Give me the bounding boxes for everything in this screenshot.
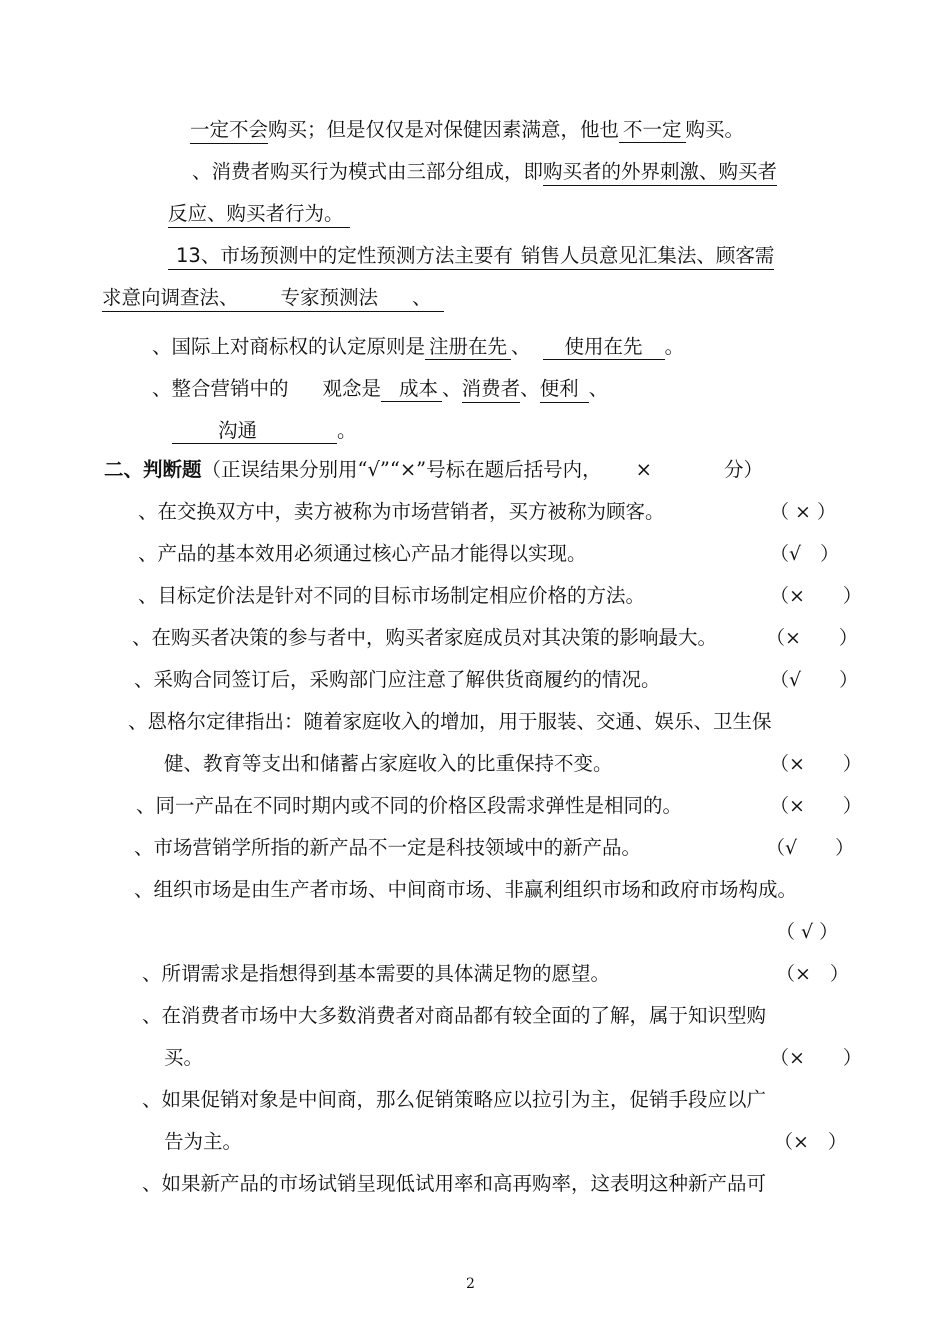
blank-line-4 — [168, 242, 774, 270]
section-title: 二、判断题 — [104, 458, 202, 481]
judgment-answer-11: （× ） — [770, 1047, 862, 1069]
blank-answer: 便利 — [540, 377, 589, 403]
judgment-item-12: 、如果促销对象是中间商，那么促销策略应以拉引为主，促销手段应以广 — [142, 1088, 767, 1111]
blank-answer: 不一定 — [619, 118, 686, 143]
judgment-item-6-cont: 健、教育等支出和储蓄占家庭收入的比重保持不变。 — [164, 752, 613, 775]
judgment-answer-3: （× ） — [770, 585, 862, 607]
judgment-item-11: 、在消费者市场中大多数消费者对商品都有较全面的了解，属于知识型购 — [142, 1004, 767, 1027]
judgment-answer-10: （× ） — [776, 963, 849, 985]
judgment-answer-4: （× ） — [766, 627, 858, 649]
judgment-item-7: 、同一产品在不同时期内或不同的价格区段需求弹性是相同的。 — [136, 794, 683, 817]
judgment-item-12-cont: 告为主。 — [164, 1130, 243, 1153]
section-heading: 二、判断题（正误结果分别用“√”“×”号标在题后括号内， × 分） — [104, 458, 764, 481]
judgment-answer-9: （ √ ） — [776, 921, 839, 943]
blank-answer: 沟通 — [172, 419, 337, 444]
judgment-item-4: 、在购买者决策的参与者中，购买者家庭成员对其决策的影响最大。 — [132, 626, 718, 649]
judgment-answer-6: （× ） — [770, 753, 862, 775]
judgment-item-13: 、如果新产品的市场试销呈现低试用率和高再购率，这表明这种新产品可 — [142, 1172, 767, 1195]
blank-answer: 消费者 — [462, 377, 521, 403]
blank-answer: 购买者的外界刺激、购买者 — [543, 160, 777, 186]
blank-answer: 注册在先 — [425, 335, 511, 360]
blank-line-1: 一定不会购买；但是仅仅是对保健因素满意，他也 不一定 购买。 — [190, 116, 744, 144]
blank-answer: 反应、购买者行为。 — [168, 202, 350, 228]
judgment-item-11-cont: 买。 — [164, 1046, 204, 1069]
blank-line-5 — [102, 284, 444, 312]
judgment-item-2: 、产品的基本效用必须通过核心产品才能得以实现。 — [138, 542, 587, 565]
section-instruction: （正误结果分别用“√”“×”号标在题后括号内， — [201, 458, 602, 481]
judgment-item-8: 、市场营销学所指的新产品不一定是科技领域中的新产品。 — [134, 836, 642, 859]
judgment-item-10: 、所谓需求是指想得到基本需要的具体满足物的愿望。 — [142, 962, 611, 985]
judgment-answer-5: （√ ） — [770, 669, 859, 691]
blank-line-6: 、国际上对商标权的认定原则是 注册在先 、 使用在先 。 — [152, 335, 685, 358]
judgment-answer-1: （ × ） — [770, 501, 836, 523]
judgment-item-9: 、组织市场是由生产者市场、中间商市场、非赢利组织市场和政府市场构成。 — [134, 878, 798, 901]
page-number: 2 — [466, 1276, 475, 1292]
judgment-item-6: 、恩格尔定律指出：随着家庭收入的增加，用于服装、交通、娱乐、卫生保 — [128, 710, 772, 733]
blank-line-3 — [168, 200, 350, 228]
blank-answer: 一定不会 — [190, 118, 268, 144]
judgment-item-5: 、采购合同签订后，采购部门应注意了解供货商履约的情况。 — [134, 668, 661, 691]
blank-line-8: 沟通 。 — [172, 417, 357, 445]
blank-answer: 成本 — [381, 377, 442, 402]
judgment-item-3: 、目标定价法是针对不同的目标市场制定相应价格的方法。 — [138, 584, 646, 607]
blank-answer: 求意向调查法、 专家预测法 、 — [102, 286, 444, 312]
judgment-answer-12: （× ） — [774, 1131, 847, 1153]
judgment-answer-2: （√ ） — [770, 543, 840, 565]
judgment-item-1: 、在交换双方中，卖方被称为市场营销者，买方被称为顾客。 — [138, 500, 665, 523]
judgment-answer-7: （× ） — [770, 795, 862, 817]
blank-answer: 使用在先 — [543, 335, 665, 360]
blank-line-2: 、消费者购买行为模式由三部分组成，即购买者的外界刺激、购买者 — [192, 158, 777, 186]
judgment-answer-8: （√ ） — [766, 837, 855, 859]
blank-line-7: 、整合营销中的 观念是 成本 、消费者、便利 、 — [152, 375, 608, 403]
blank-answer: 13、市场预测中的定性预测方法主要有 销售人员意见汇集法、顾客需 — [168, 244, 774, 270]
